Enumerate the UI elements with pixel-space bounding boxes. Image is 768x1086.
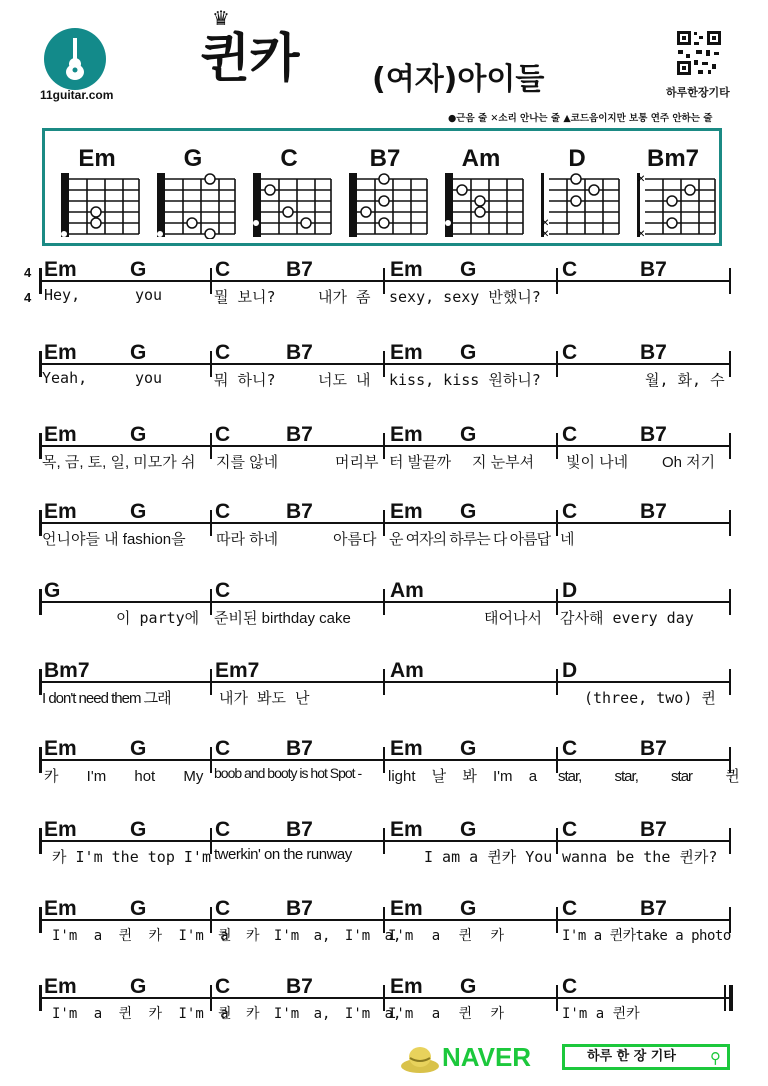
fretboard	[445, 173, 525, 239]
fretboard	[541, 173, 621, 239]
lyric: 준비된 birthday cake	[214, 610, 351, 627]
chord-label: Bm7	[44, 659, 90, 682]
fretboard	[637, 173, 717, 239]
lyric: 빛이 나네	[566, 454, 629, 471]
search-icon[interactable]: ⚲	[710, 1049, 721, 1067]
lyric: 뭘 보니?	[214, 288, 276, 306]
lyric: I don't need them 그래	[42, 690, 171, 707]
staff-system-4	[0, 500, 768, 570]
chord-label: G	[130, 975, 147, 998]
staff-system-6	[0, 659, 768, 729]
lyric: 카 I'm the top I'm	[52, 848, 211, 866]
chord-label: G	[460, 975, 477, 998]
chord-label: C	[215, 737, 231, 760]
search-box[interactable]	[562, 1044, 730, 1070]
lyric: star, star, star 퀸	[558, 768, 739, 785]
lyric: 내가 봐도 난	[219, 689, 310, 707]
chord-label: B7	[286, 258, 313, 281]
chord-label: Em	[390, 500, 423, 523]
lyric: 따라 하네	[216, 531, 279, 548]
chord-label: C	[562, 818, 578, 841]
lyric: I'm a 퀸 카 I'm a	[52, 928, 229, 944]
svg-text:✕: ✕	[637, 229, 646, 239]
chord-label: G	[460, 897, 477, 920]
lyric: wanna be the 퀸카?	[562, 848, 718, 866]
chord-label: C	[215, 258, 231, 281]
chord-label: Em	[390, 423, 423, 446]
lyric: Yeah,	[42, 369, 88, 387]
chord-label: C	[215, 341, 231, 364]
chord-label: G	[130, 737, 147, 760]
chord-label: Em	[390, 341, 423, 364]
chord-label: G	[130, 500, 147, 523]
fretboard	[61, 173, 141, 239]
chord-label: Em	[44, 341, 77, 364]
staff-system-10	[0, 975, 768, 1045]
fretboard	[253, 173, 333, 239]
svg-text:✕: ✕	[637, 174, 646, 185]
lyric: (three, two) 퀸	[584, 689, 716, 707]
staff-system-3	[0, 423, 768, 493]
chord-label: D	[562, 659, 578, 682]
chord-diagram-name: Am	[461, 145, 501, 172]
chord-label: Em	[390, 258, 423, 281]
lyric: I'm a 퀸 카	[388, 1006, 505, 1022]
chord-diagram-g	[145, 145, 241, 245]
site-logo	[44, 28, 106, 90]
lyric: 머리부	[335, 454, 379, 471]
lyric: you	[135, 369, 163, 387]
chord-label: C	[562, 423, 578, 446]
chord-diagram-name: Bm7	[646, 145, 700, 172]
chord-diagram-am	[433, 145, 529, 245]
chord-label: Em	[44, 500, 77, 523]
chord-label: B7	[286, 975, 313, 998]
fretboard	[157, 173, 237, 239]
staff-system-5	[0, 579, 768, 649]
chord-diagram-name: B7	[369, 145, 401, 172]
lyric: I'm a 퀸카take a photo	[562, 928, 731, 944]
chord-label: B7	[286, 818, 313, 841]
chord-label: G	[130, 897, 147, 920]
crown-icon: ♛	[212, 6, 230, 30]
chord-diagram-c	[241, 145, 337, 245]
chord-label: G	[460, 258, 477, 281]
chord-label: B7	[286, 897, 313, 920]
time-signature-bottom: 4	[24, 290, 32, 305]
chord-label: Em	[390, 737, 423, 760]
chord-label: Em	[390, 818, 423, 841]
lyric: I'm a 퀸 카	[388, 928, 505, 944]
chord-label: B7	[640, 423, 667, 446]
chord-label: C	[215, 500, 231, 523]
search-query: 하루 한 장 기타	[587, 1049, 676, 1064]
lyric: 카 I'm hot My	[44, 768, 204, 785]
legend: ●근음 줄 ✕소리 안나는 줄 ▲코드음이지만 보통 연주 안하는 줄	[448, 113, 713, 124]
chord-label: G	[460, 500, 477, 523]
lyric: sexy, sexy 반했니?	[389, 288, 541, 306]
lyric: 내가 좀	[318, 288, 371, 306]
staff-system-8	[0, 818, 768, 888]
lyric: 뭐 하니?	[214, 371, 276, 389]
svg-text:✕: ✕	[541, 218, 550, 229]
chord-label: Em7	[215, 659, 260, 682]
lyric: I am a 퀸카 You	[424, 848, 553, 866]
chord-label: G	[130, 818, 147, 841]
naver-logo-text: NAVER	[442, 1042, 532, 1072]
time-signature-top: 4	[24, 265, 32, 280]
chord-label: B7	[640, 897, 667, 920]
chord-diagram-box	[42, 128, 722, 246]
chord-label: B7	[286, 500, 313, 523]
staff-system-7	[0, 737, 768, 807]
lyric: 네	[560, 531, 575, 548]
lyric: 운 여자의 하루는 다 아름답	[389, 531, 551, 548]
chord-label: C	[215, 897, 231, 920]
lyric: I'm a 퀸카	[562, 1006, 640, 1022]
chord-diagram-d	[529, 145, 625, 245]
qr-code-icon	[676, 30, 722, 76]
chord-label: G	[130, 258, 147, 281]
chord-diagram-b7	[337, 145, 433, 245]
chord-label: C	[562, 500, 578, 523]
lyric: you	[135, 286, 163, 304]
chord-label: Am	[390, 659, 424, 682]
chord-label: G	[44, 579, 61, 602]
chord-diagram-name: Em	[78, 145, 116, 172]
chord-label: B7	[286, 423, 313, 446]
lyric: twerkin' on the runway	[214, 846, 352, 863]
song-title: 퀸카	[200, 29, 299, 89]
chord-diagram-bm7	[625, 145, 721, 245]
lyric: boob and booty is hot Spot -	[214, 765, 362, 781]
chord-label: Em	[44, 818, 77, 841]
lyric: 목, 금, 토, 일, 미모가 쉬	[42, 454, 196, 471]
lyric: light 날 봐 I'm a	[388, 768, 538, 785]
lyric: 너도 내	[318, 371, 371, 389]
lyric: 퀸 카 I'm a, I'm a,	[218, 1006, 402, 1022]
site-name: 11guitar.com	[40, 88, 114, 102]
lyric: I'm a 퀸 카 I'm a	[52, 1006, 229, 1022]
chord-label: Em	[44, 737, 77, 760]
naver-hat-icon	[400, 1042, 440, 1076]
chord-label: B7	[640, 258, 667, 281]
lyric: 퀸 카 I'm a, I'm a,	[218, 928, 402, 944]
chord-label: G	[130, 423, 147, 446]
chord-label: Em	[44, 975, 77, 998]
chord-label: G	[130, 341, 147, 364]
lyric: 이 party에	[116, 609, 200, 627]
lyric: Oh 저기	[662, 454, 716, 471]
naver-footer	[400, 1040, 730, 1076]
chord-label: B7	[640, 341, 667, 364]
lyric: 언니야들 내 fashion을	[42, 531, 186, 548]
chord-label: B7	[640, 500, 667, 523]
chord-label: Em	[44, 423, 77, 446]
chord-diagram-name: G	[183, 145, 203, 172]
chord-label: C	[215, 579, 231, 602]
chord-diagram-name: D	[568, 145, 586, 172]
lyric: 태어나서	[484, 610, 542, 627]
lyric: 지를 않네	[216, 454, 279, 471]
lyric: 월, 화, 수	[645, 371, 725, 389]
lyric: 아름다	[333, 531, 377, 548]
chord-label: G	[460, 818, 477, 841]
chord-label: C	[215, 818, 231, 841]
artist-name: (여자)아이들	[372, 62, 545, 97]
chord-diagram-name: C	[280, 145, 298, 172]
lyric: kiss, kiss 원하니?	[389, 371, 541, 389]
staff-system-2	[0, 341, 768, 411]
chord-label: Em	[390, 897, 423, 920]
chord-label: B7	[640, 737, 667, 760]
chord-label: D	[562, 579, 578, 602]
chord-label: C	[562, 341, 578, 364]
chord-label: B7	[286, 341, 313, 364]
svg-text:✕: ✕	[541, 229, 550, 239]
chord-diagram-em	[49, 145, 145, 245]
chord-label: Am	[390, 579, 424, 602]
chord-label: Em	[390, 975, 423, 998]
chord-label: Em	[44, 258, 77, 281]
chord-label: C	[562, 975, 578, 998]
chord-label: C	[215, 975, 231, 998]
lyric: 감사해 every day	[560, 609, 694, 627]
chord-label: G	[460, 341, 477, 364]
chord-label: C	[562, 737, 578, 760]
chord-label: G	[460, 423, 477, 446]
chord-label: Em	[44, 897, 77, 920]
qr-caption: 하루한장기타	[666, 86, 730, 99]
staff-system-1	[0, 258, 768, 328]
lyric: Hey,	[44, 286, 81, 304]
staff-system-9	[0, 897, 768, 967]
chord-label: B7	[286, 737, 313, 760]
lyric: 터 발끝까	[389, 454, 452, 471]
chord-label: C	[215, 423, 231, 446]
chord-label: G	[460, 737, 477, 760]
lyric: 지 눈부셔	[472, 454, 535, 471]
chord-label: C	[562, 897, 578, 920]
chord-label: C	[562, 258, 578, 281]
fretboard	[349, 173, 429, 239]
guitar-icon	[44, 28, 106, 90]
chord-label: B7	[640, 818, 667, 841]
